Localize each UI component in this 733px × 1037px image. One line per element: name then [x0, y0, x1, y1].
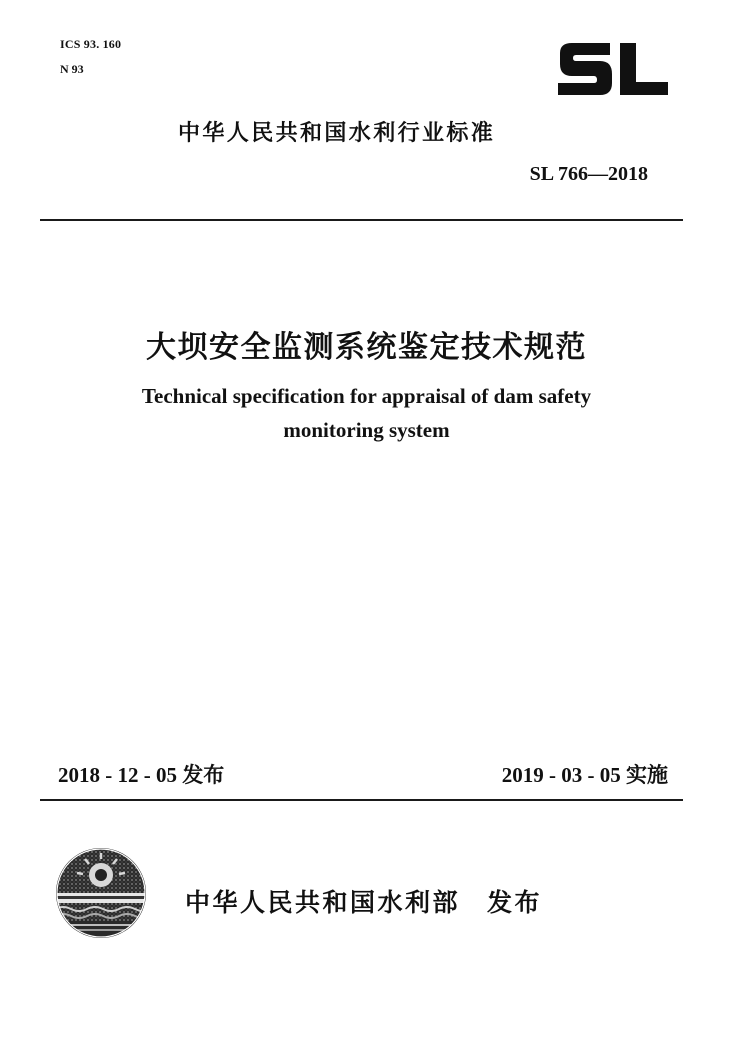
title-english-line2: monitoring system: [283, 418, 450, 442]
industry-standard-heading: 中华人民共和国水利行业标准: [178, 121, 496, 146]
issue-date-line: [58, 759, 224, 789]
publisher-name: 中华人民共和国水利部: [185, 888, 461, 917]
ics-code: ICS 93. 160: [60, 37, 122, 51]
implement-date: 2019 - 03 - 05: [501, 763, 621, 787]
issue-label: 发布: [182, 763, 225, 787]
title-chinese: 大坝安全监测系统鉴定技术规范: [146, 330, 587, 365]
title-english-line1: Technical specification for appraisal of dam safety: [141, 384, 592, 408]
standard-number: SL 766—2018: [529, 163, 648, 185]
issue-date: 2018 - 12 - 05: [58, 763, 177, 787]
publisher-action: 发布: [487, 888, 543, 917]
ccs-code: N 93: [60, 62, 84, 76]
bottom-divider: [40, 799, 683, 801]
sl-logo: [556, 41, 670, 97]
title-english: [0, 379, 733, 447]
implement-date-line: [502, 759, 668, 789]
top-divider: [40, 219, 683, 221]
implement-label: 实施: [626, 763, 668, 787]
ministry-seal-emblem: [55, 847, 147, 939]
